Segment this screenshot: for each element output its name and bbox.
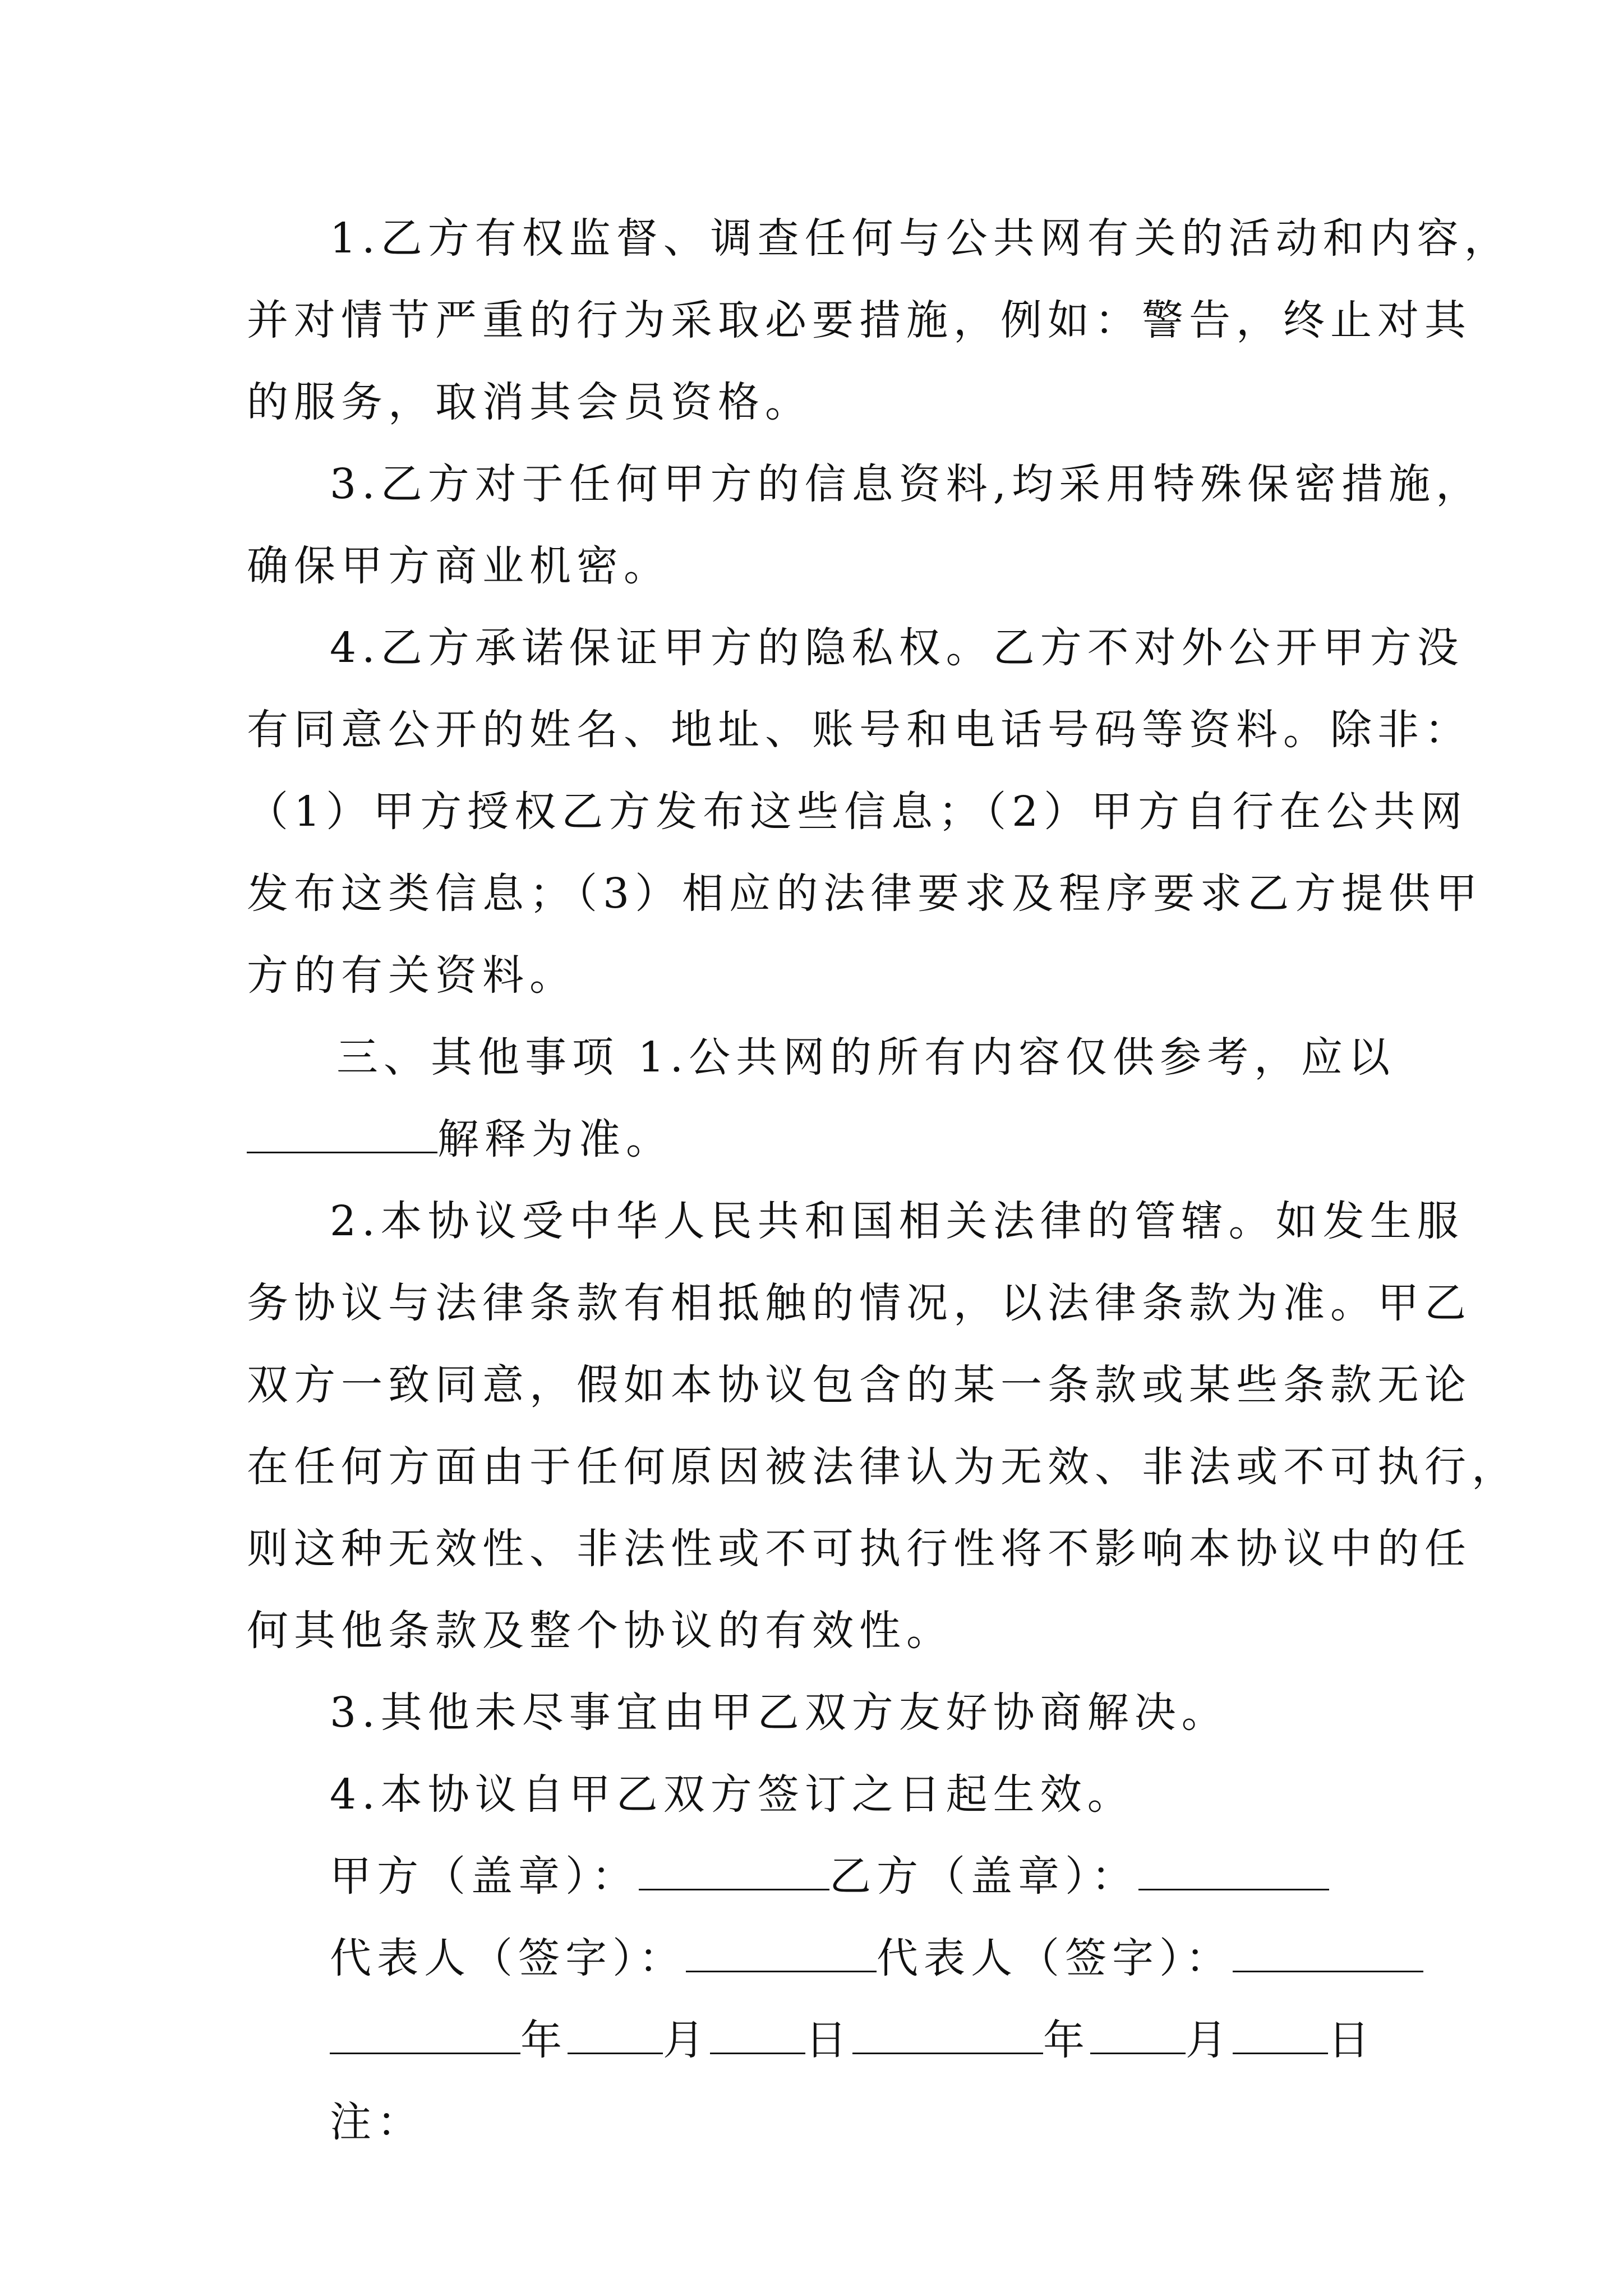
law-paragraph-line-4: 在任何方面由于任何原因被法律认为无效、非法或不可执行， <box>247 1443 1519 1491</box>
party-b-seal-blank <box>1138 1855 1329 1890</box>
party-b-representative-label: 代表人（签字）： <box>877 1934 1233 1982</box>
party-a-seal-blank <box>639 1855 829 1890</box>
law-paragraph-line-2: 务协议与法律条款有相抵触的情况，以法律条款为准。甲乙 <box>247 1279 1472 1327</box>
paragraph-4-line-2: 有同意公开的姓名、地址、账号和电话号码等资料。除非： <box>247 706 1472 754</box>
document-body <box>247 197 1519 2163</box>
party-a-month-blank <box>568 2019 663 2054</box>
party-b-representative-blank <box>1233 1937 1423 1972</box>
interpretation-blank <box>247 1118 437 1153</box>
party-a-year-label: 年 <box>520 2016 568 2064</box>
law-paragraph-line-6: 何其他条款及整个协议的有效性。 <box>247 1607 953 1655</box>
law-paragraph-line-3: 双方一致同意，假如本协议包含的某一条款或某些条款无论 <box>247 1361 1472 1409</box>
party-a-seal-label: 甲方（盖章）： <box>330 1852 639 1901</box>
section-3-line-2-suffix: 解释为准。 <box>437 1115 673 1163</box>
party-a-day-blank <box>710 2019 805 2054</box>
paragraph-1-line-3: 的服务，取消其会员资格。 <box>247 378 812 426</box>
paragraph-4-line-3: （1）甲方授权乙方发布这些信息；（2）甲方自行在公共网 <box>247 788 1468 836</box>
party-b-year-blank <box>852 2019 1043 2054</box>
section-3-line-2 <box>247 1098 1380 1180</box>
party-a-representative-label: 代表人（签字）： <box>330 1934 686 1982</box>
representative-line <box>247 1917 1380 1999</box>
paragraph-3-line-1: 3.乙方对于任何甲方的信息资料,均采用特殊保密措施， <box>330 460 1483 508</box>
effective-date-paragraph: 4.本协议自甲乙双方签订之日起生效。 <box>330 1770 1135 1819</box>
note-label: 注： <box>330 2098 424 2146</box>
other-matters-paragraph: 3.其他未尽事宜由甲乙双方友好协商解决。 <box>330 1688 1229 1737</box>
date-line <box>247 1999 1380 2081</box>
law-paragraph-line-1: 2.本协议受中华人民共和国相关法律的管辖。如发生服 <box>330 1197 1464 1245</box>
paragraph-1-line-1: 1.乙方有权监督、调查任何与公共网有关的活动和内容， <box>330 214 1511 263</box>
paragraph-3-line-2: 确保甲方商业机密。 <box>247 542 671 590</box>
paragraph-4-line-4: 发布这类信息；（3）相应的法律要求及程序要求乙方提供甲 <box>247 869 1483 918</box>
party-a-year-blank <box>330 2019 520 2054</box>
paragraph-4-line-5: 方的有关资料。 <box>247 951 577 1000</box>
paragraph-1-line-2: 并对情节严重的行为采取必要措施，例如：警告，终止对其 <box>247 296 1472 344</box>
party-a-month-label: 月 <box>663 2016 710 2064</box>
seal-line <box>247 1835 1380 1917</box>
party-b-year-label: 年 <box>1043 2016 1090 2064</box>
law-paragraph-line-5: 则这种无效性、非法性或不可执行性将不影响本协议中的任 <box>247 1525 1472 1573</box>
party-a-representative-blank <box>686 1937 877 1972</box>
section-3-heading-line: 三、其他事项 1.公共网的所有内容仅供参考，应以 <box>336 1033 1396 1082</box>
party-b-day-blank <box>1233 2019 1328 2054</box>
party-b-month-blank <box>1090 2019 1186 2054</box>
paragraph-4-line-1: 4.乙方承诺保证甲方的隐私权。乙方不对外公开甲方没 <box>330 624 1464 672</box>
party-b-seal-label: 乙方（盖章）： <box>829 1852 1138 1901</box>
party-b-month-label: 月 <box>1186 2016 1233 2064</box>
party-b-day-label: 日 <box>1328 2016 1375 2064</box>
party-a-day-label: 日 <box>805 2016 852 2064</box>
